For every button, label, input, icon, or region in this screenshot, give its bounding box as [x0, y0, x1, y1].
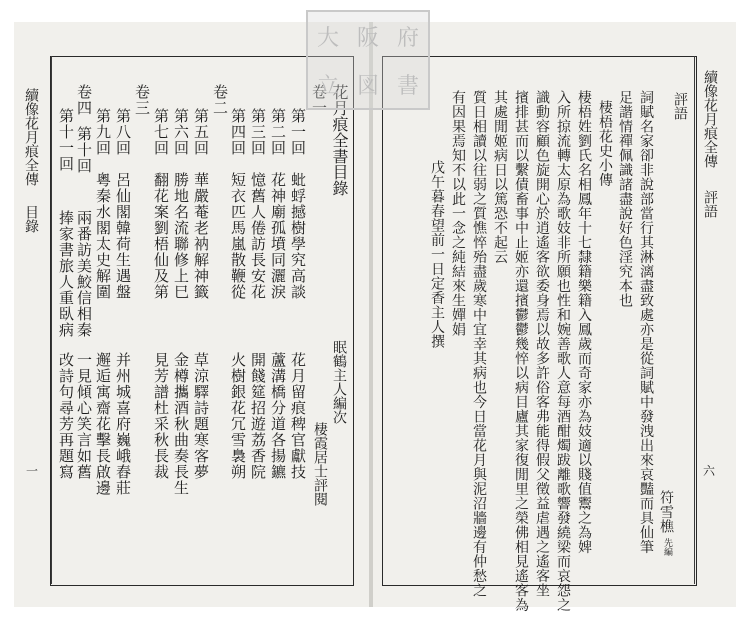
- chapter-title-top: 翻花案劉梧仙及第: [152, 172, 170, 300]
- preface-heading: 評語: [672, 92, 688, 120]
- preface-column: 擯排甚而以繫債畜事中止姬亦還擯鬱鬱幾悴以病目廬其家復閒里之榮佛相見遙客為: [513, 90, 529, 612]
- chapter-number: 第九回: [94, 108, 112, 156]
- seal-character: 阪: [356, 25, 379, 51]
- volume-label: 卷一: [310, 84, 328, 116]
- chapter-title-bottom: 并州城喜府巍峨舂莊: [114, 352, 132, 496]
- chapter-title-bottom: 花月留痕稗官獻技: [289, 352, 307, 480]
- chapter-number: 第三回: [249, 108, 267, 156]
- preface-author: 符雪樵: [658, 490, 674, 534]
- chapter-title-bottom: 蘆溝橋分道各揚鑣: [269, 352, 287, 480]
- chapter-title-top: 憶舊人倦訪長安花: [249, 172, 267, 300]
- right-margin-header: 續像花月痕全傳: [702, 70, 718, 168]
- preface-column: 識動容顧色旋開心於逍遙客欲委身焉以故多許俗客弗能得假父徵益虐遇之遙客坐: [534, 90, 550, 598]
- chapter-title-bottom: 金樽攜酒秋曲奏長生: [172, 352, 190, 496]
- seal-character: 大: [316, 25, 339, 51]
- chapter-title-bottom: 一見傾心笑言如舊: [75, 352, 93, 480]
- chapter-number: 第六回: [172, 108, 190, 156]
- preface-author-note: 先編: [662, 538, 672, 556]
- preface-column: 棲梧姓劉氏名相鳳年十七隸籍樂籍入鳳歲而奇家亦為妓適以賤值鬻之為婢: [576, 90, 592, 554]
- chapter-number: 第八回: [114, 108, 132, 156]
- chapter-title-bottom: 火樹銀花冗雪裊朔: [229, 352, 247, 480]
- preface-signature: 戊午暮春望前一日定香主人撰: [429, 160, 445, 349]
- chapter-title-bottom: 見芳譜杜采秋長裁: [152, 352, 170, 480]
- chapter-number: 第七回: [152, 108, 170, 156]
- chapter-number: 第二回: [269, 108, 287, 156]
- chapter-number: 第五回: [192, 108, 210, 156]
- chapter-title-top: 呂仙閣韓荷生遇盤: [114, 172, 132, 300]
- toc-title: 花月痕全書目錄: [330, 84, 349, 196]
- right-page-number: 六: [703, 464, 716, 478]
- chapter-title-top: 短衣匹馬嵐散鞭從: [229, 172, 247, 300]
- volume-label: 卷四: [75, 84, 93, 116]
- volume-label: 卷二: [211, 84, 229, 116]
- right-margin-section: 評語: [702, 190, 718, 218]
- chapter-number: 第一回: [289, 108, 307, 156]
- library-seal-stamp: [306, 10, 430, 110]
- chapter-title-bottom: 開餞筵招遊荔香院: [249, 352, 267, 480]
- toc-reviewer: 棲霞居士評閱: [312, 422, 328, 506]
- chapter-title-bottom: 草涼驛詩題寒客夢: [192, 352, 210, 480]
- preface-column: 足諧情禪佩識諸盡說好色淫究本也: [617, 90, 633, 308]
- chapter-title-top: 蚍蜉撼樹學究高談: [289, 172, 307, 300]
- left-page-number: 一: [26, 464, 39, 478]
- chapter-number: 第四回: [229, 108, 247, 156]
- chapter-title-top: 粵秦水閣太史解圍: [94, 172, 112, 300]
- chapter-title-bottom: 邂逅寓齋花擊長啟邊: [94, 352, 112, 496]
- seal-character: 書: [396, 73, 419, 99]
- preface-column: 其處閒姬病日以篤恐不起云: [492, 90, 508, 264]
- chapter-title-bottom: 改詩句尋芳再題寫: [57, 352, 75, 480]
- chapter-number: 第十回: [75, 126, 93, 174]
- preface-column: 質日相讀以往弱之質憔悴殆盡歲寒中宜幸其病也今日當花月與泥沼牆邊有仲愁之: [471, 90, 487, 598]
- chapter-title-top: 華嚴菴老衲解神籤: [192, 172, 210, 300]
- preface-column: 詞賦名家卻非說部當行其淋漓盡致處亦是從詞賦中發洩出來哀豔而具仙筆: [638, 90, 654, 554]
- volume-label: 卷三: [133, 84, 151, 116]
- chapter-title-top: 勝地名流聯修上巳: [172, 172, 190, 300]
- chapter-title-top: 兩番訪美鮫信相秦: [75, 210, 93, 338]
- preface-column: 棲梧花史小傳: [597, 100, 613, 187]
- chapter-number: 第十一回: [57, 108, 75, 172]
- seal-character: 府: [396, 25, 419, 51]
- preface-column: 有因果焉知不以此一念之純結來生嬋娟: [450, 90, 466, 337]
- toc-compiler: 眠鶴主人編次: [331, 340, 347, 424]
- seal-character: 図: [356, 73, 379, 99]
- left-margin-section: 目錄: [23, 205, 39, 233]
- left-margin-header: 續像花月痕全傳: [23, 88, 39, 186]
- left-fold-line: [51, 56, 52, 584]
- seal-character: 立: [316, 73, 339, 99]
- chapter-title-top: 花神廟孤墳同灑淚: [269, 172, 287, 300]
- right-fold-line: [694, 56, 695, 584]
- chapter-title-top: 捧家書旅人重臥病: [57, 210, 75, 338]
- preface-column: 入所掠流轉太原為歌妓非所願也性和婉善歌人意每酒酣燭跋離歌響發繞梁而哀怨之: [555, 90, 571, 612]
